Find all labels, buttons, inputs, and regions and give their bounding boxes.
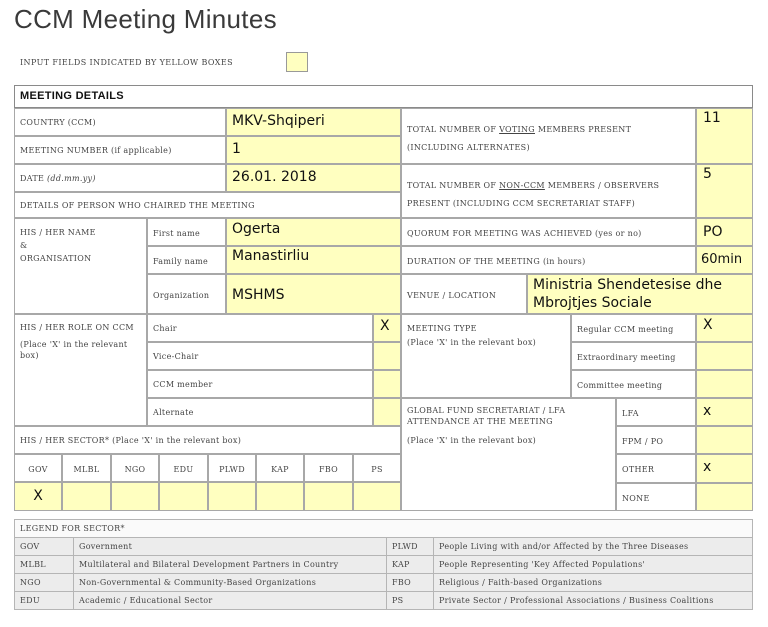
first-name-label: First name	[153, 229, 201, 238]
duration-field[interactable]: 60min	[701, 252, 743, 267]
quorum-label: QUORUM FOR MEETING WAS ACHIEVED (yes or no)	[407, 229, 642, 238]
role-chair-checkbox[interactable]: X	[380, 318, 390, 334]
sector-code-label: NGO	[124, 465, 146, 474]
legend-description: People Representing 'Key Affected Populations'	[434, 556, 753, 574]
role-vice-chair-label: Vice-Chair	[153, 352, 199, 361]
sector-header-ps	[353, 454, 401, 482]
meeting-type-regular-label: Regular CCM meeting	[577, 325, 674, 334]
sector-header-plwd	[208, 454, 256, 482]
quorum-field[interactable]: PO	[703, 224, 723, 240]
sector-label: HIS / HER SECTOR* (Place 'X' in the relevant box)	[20, 436, 242, 445]
gf-lfa-checkbox[interactable]: x	[703, 403, 712, 419]
family-name-label: Family name	[153, 257, 209, 266]
country-label: COUNTRY (CCM)	[20, 118, 96, 127]
role-label: HIS / HER ROLE ON CCM (Place 'X' in the relevant box)	[20, 323, 134, 360]
legend-description: Academic / Educational Sector	[74, 592, 387, 610]
sector-mark: X	[33, 488, 43, 504]
name-org-label: HIS / HER NAME & ORGANISATION	[20, 228, 96, 263]
sector-header-gov	[14, 454, 62, 482]
legend-code: NGO	[15, 574, 74, 592]
voting-members-label: TOTAL NUMBER OF VOTING MEMBERS PRESENT (INCLUDING ALTERNATES)	[407, 125, 632, 152]
non-ccm-members-field[interactable]: 5	[703, 166, 712, 182]
meeting-type-extraordinary-label: Extraordinary meeting	[577, 353, 676, 362]
sector-code-label: MLBL	[73, 465, 100, 474]
sector-checkbox-fbo[interactable]	[304, 482, 353, 511]
sector-code-label: PS	[371, 465, 383, 474]
gf-other-label: OTHER	[622, 465, 655, 474]
sector-checkbox-ps[interactable]	[353, 482, 401, 511]
sector-header-fbo	[304, 454, 353, 482]
legend-description: Government	[74, 538, 387, 556]
gf-fpm-po-label: FPM / PO	[622, 437, 664, 446]
legend-code: MLBL	[15, 556, 74, 574]
non-ccm-members-label: TOTAL NUMBER OF NON-CCM MEMBERS / OBSERVERS PRESENT (INCLUDING CCM SECRETARIAT STAFF)	[407, 181, 660, 208]
input-note: INPUT FIELDS INDICATED BY YELLOW BOXES	[20, 58, 233, 67]
date-format-hint: (dd.mm.yy)	[46, 174, 96, 183]
country-field[interactable]: MKV-Shqiperi	[232, 113, 325, 129]
sector-checkbox-edu[interactable]	[159, 482, 208, 511]
role-alternate-label: Alternate	[153, 408, 194, 417]
legend-code: GOV	[15, 538, 74, 556]
role-ccm-member-label: CCM member	[153, 380, 213, 389]
meeting-type-committee-label: Committee meeting	[577, 381, 663, 390]
legend-description: People Living with and/or Affected by the Three Diseases	[434, 538, 753, 556]
chair-details-label: DETAILS OF PERSON WHO CHAIRED THE MEETING	[20, 201, 255, 210]
legend-description: Religious / Faith-based Organizations	[434, 574, 753, 592]
date-label: DATE (dd.mm.yy)	[20, 174, 96, 183]
sector-header-mlbl	[62, 454, 111, 482]
sector-header-edu	[159, 454, 208, 482]
sector-header-kap	[256, 454, 304, 482]
venue-label: VENUE / LOCATION	[407, 291, 497, 300]
legend-description: Multilateral and Bilateral Development Partners in Country	[74, 556, 387, 574]
voting-members-field[interactable]: 11	[703, 110, 721, 126]
family-name-field[interactable]: Manastirliu	[232, 248, 310, 264]
legend-row	[15, 556, 753, 574]
venue-field[interactable]: Ministria Shendetesise dhe Mbrojtjes Sociale	[533, 277, 722, 311]
organization-field[interactable]: MSHMS	[232, 287, 285, 303]
sector-header-ngo	[111, 454, 159, 482]
organization-label: Organization	[153, 291, 210, 300]
legend-code: FBO	[387, 574, 434, 592]
legend-row	[15, 592, 753, 610]
duration-label: DURATION OF THE MEETING (in hours)	[407, 257, 586, 266]
legend-description: Non-Governmental & Community-Based Organizations	[74, 574, 387, 592]
sector-checkbox-gov[interactable]	[14, 482, 62, 511]
meeting-number-label: MEETING NUMBER (if applicable)	[20, 146, 172, 155]
sector-checkbox-ngo[interactable]	[111, 482, 159, 511]
role-chair-label: Chair	[153, 324, 177, 333]
gf-lfa-label: LFA	[622, 409, 639, 418]
sector-checkbox-kap[interactable]	[256, 482, 304, 511]
meeting-type-label: MEETING TYPE (Place 'X' in the relevant box)	[407, 324, 537, 347]
meeting-number-field[interactable]: 1	[232, 141, 241, 157]
sector-checkbox-mlbl[interactable]	[62, 482, 111, 511]
gf-other-checkbox[interactable]: x	[703, 459, 712, 475]
sector-checkbox-plwd[interactable]	[208, 482, 256, 511]
legend-description: Private Sector / Professional Associations / Business Coalitions	[434, 592, 753, 610]
date-field[interactable]: 26.01. 2018	[232, 169, 317, 185]
sector-code-label: KAP	[271, 465, 289, 474]
legend-code: PS	[387, 592, 434, 610]
legend-header: LEGEND FOR SECTOR*	[15, 520, 753, 538]
gf-none-label: NONE	[622, 494, 650, 503]
yellow-sample-box	[286, 52, 308, 72]
legend-code: KAP	[387, 556, 434, 574]
page-title: CCM Meeting Minutes	[14, 4, 277, 34]
legend-row	[15, 574, 753, 592]
sector-code-label: GOV	[28, 465, 48, 474]
sector-legend	[14, 519, 753, 610]
first-name-field[interactable]: Ogerta	[232, 221, 281, 237]
gf-attendance-label: GLOBAL FUND SECRETARIAT / LFA ATTENDANCE AT THE MEETING (Place 'X' in the relevant box)	[407, 406, 566, 445]
meeting-type-regular-checkbox[interactable]: X	[703, 317, 713, 333]
sector-code-label: EDU	[173, 465, 194, 474]
meeting-details-header: MEETING DETAILS	[20, 90, 124, 102]
legend-code: PLWD	[387, 538, 434, 556]
legend-code: EDU	[15, 592, 74, 610]
sector-code-label: PLWD	[219, 465, 245, 474]
legend-row	[15, 538, 753, 556]
sector-code-label: FBO	[318, 465, 339, 474]
